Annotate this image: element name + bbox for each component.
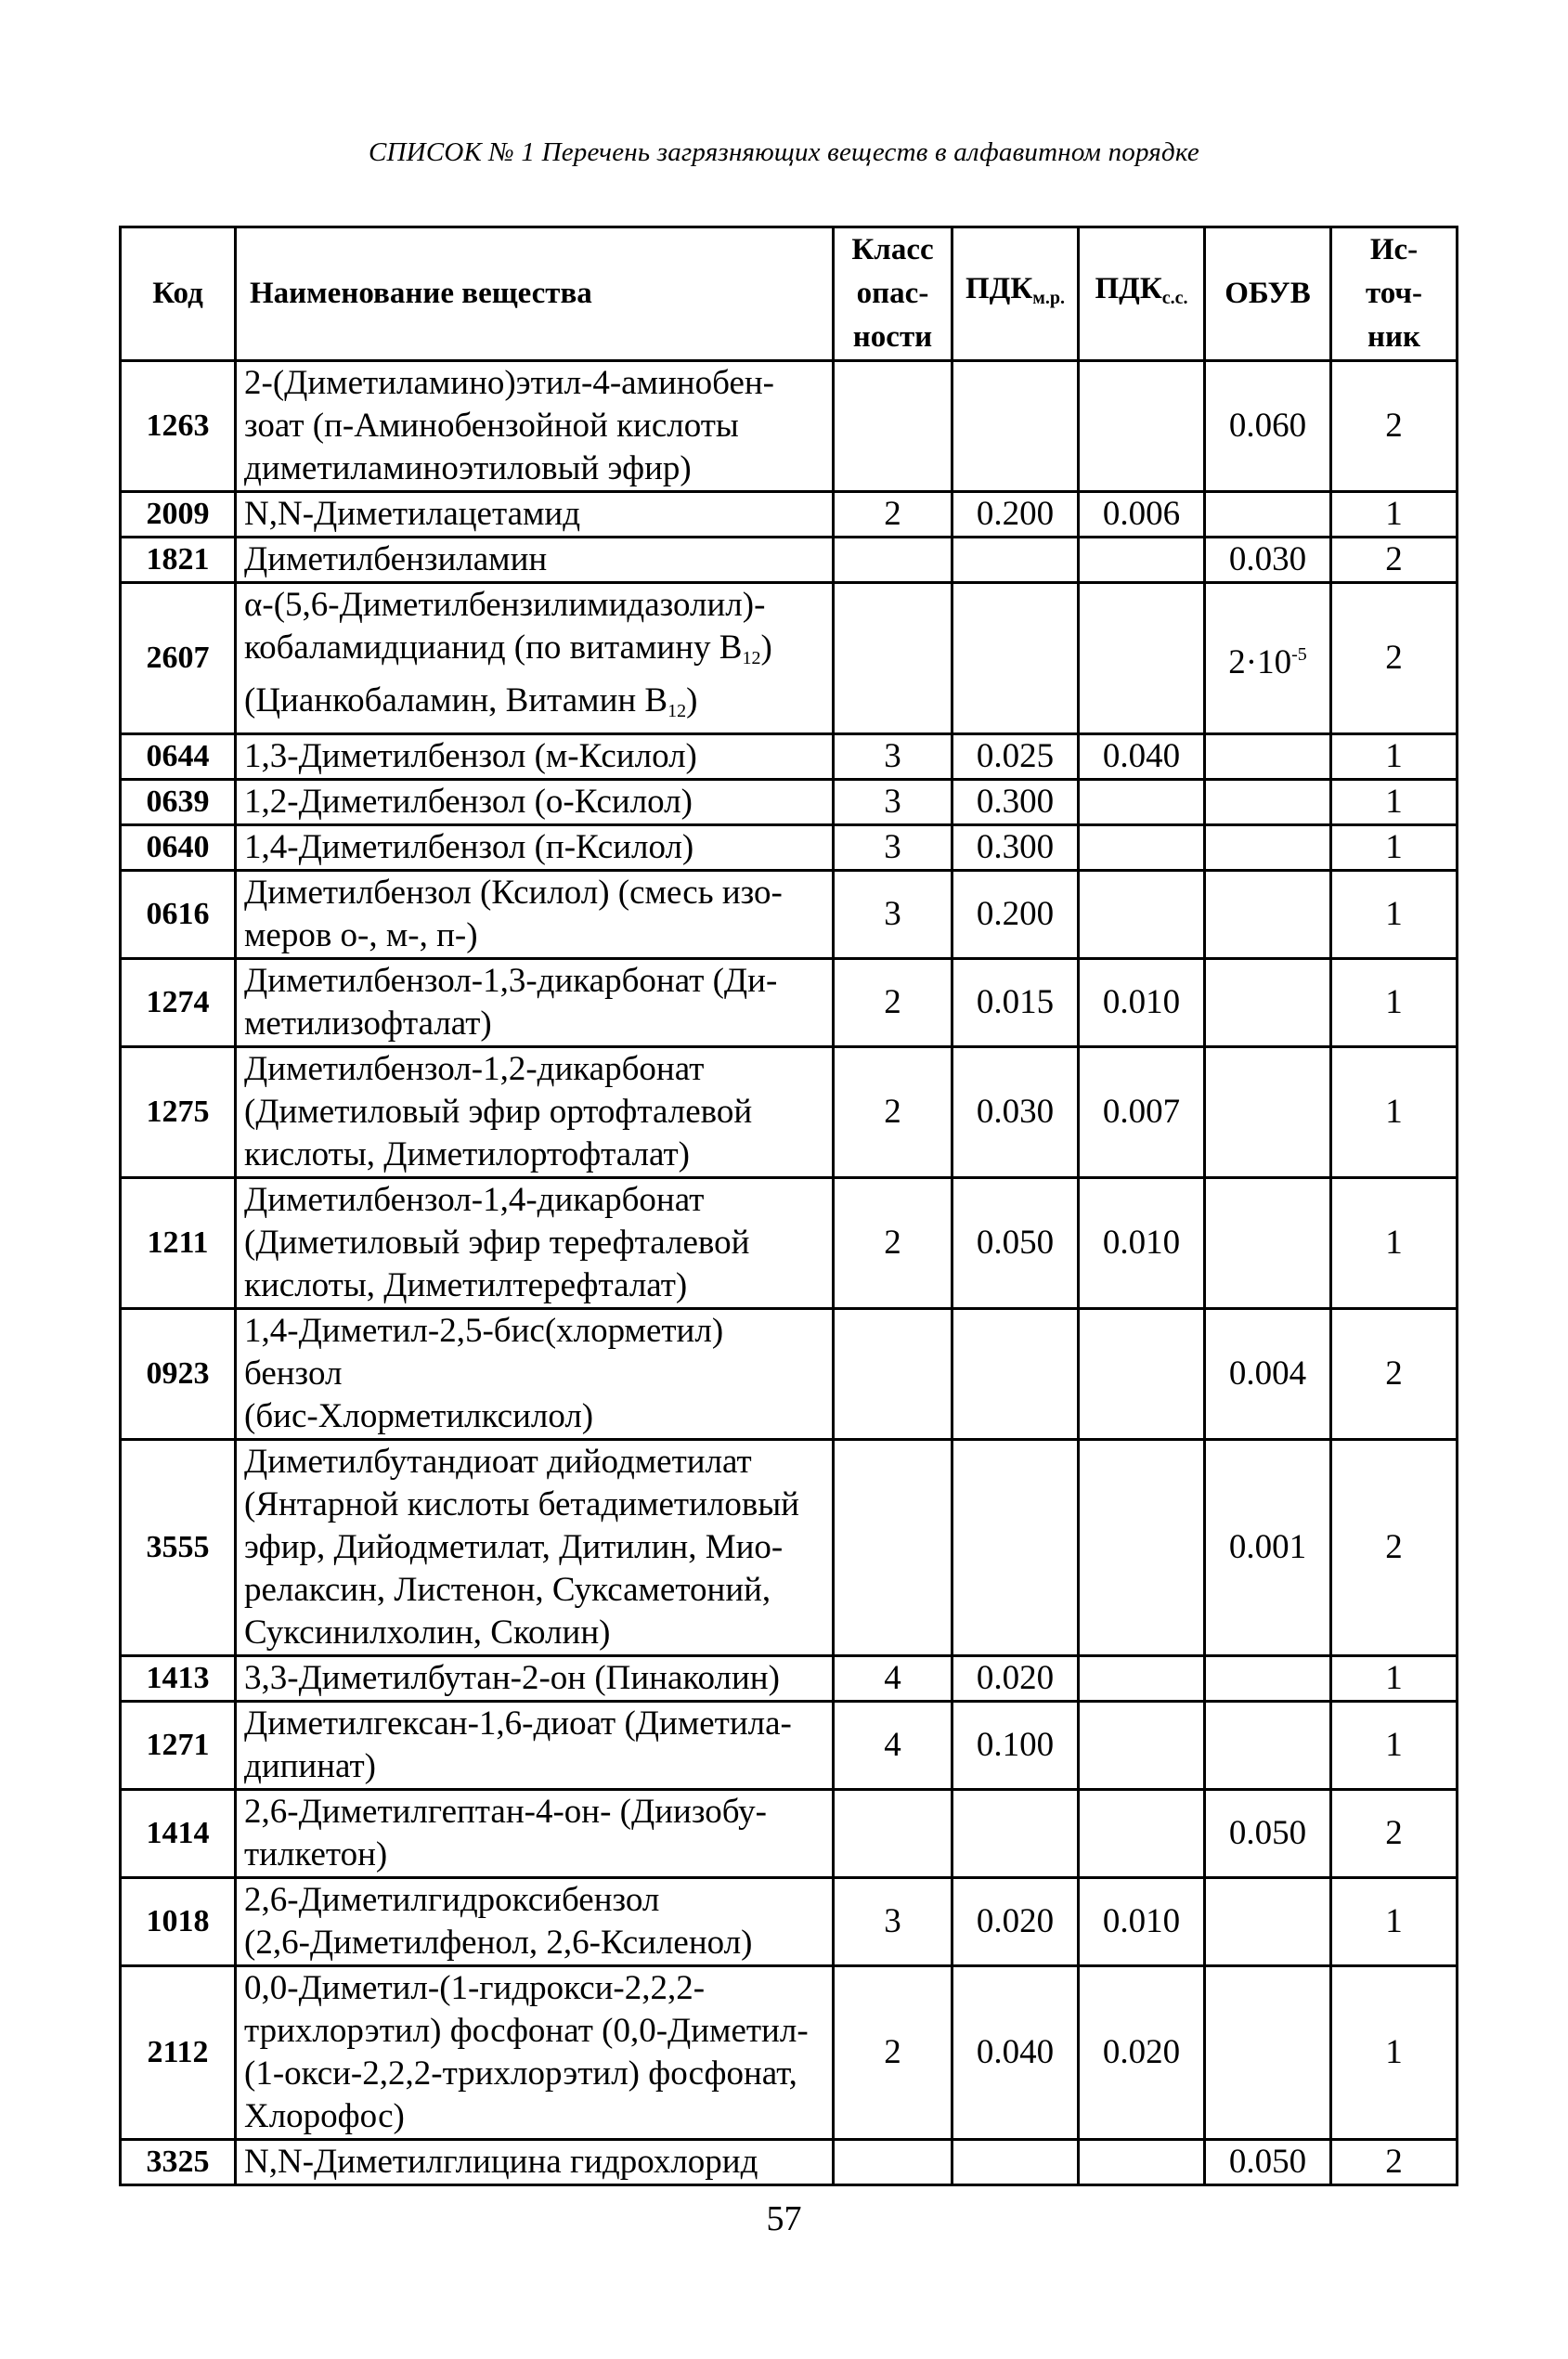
page-number: 57 [766,2199,802,2238]
table-row [121,1309,1458,1440]
table-row [121,2140,1458,2185]
cell-hazard-class [834,2140,952,2185]
cell-obuv: 0.030 [1205,538,1331,583]
col-header-pdk-ss: $ПДК_{с.с.}$ [1079,227,1205,361]
cell-pdk-ss: 0.010 [1079,959,1205,1047]
cell-name-line: 2,6-Диметилгидроксибензол [244,1881,660,1919]
cell-name-line: 1,2-Диметилбензол (о-Ксилол) [244,783,693,821]
cell-obuv: 0.050 [1205,1790,1331,1878]
cell-code: 3325 [121,2140,236,2185]
cell-name [236,538,834,583]
cell-obuv [1205,734,1331,780]
cell-pdk-ss: 0.010 [1079,1878,1205,1966]
cell-name-line: Диметилгексан-1,6-диоат (Диметила- [244,1704,792,1743]
cell-code: 1263 [121,361,236,492]
cell-source: 1 [1331,1178,1458,1309]
cell-obuv: $2\cdot 10^{-5}$ [1205,583,1331,734]
table-row [121,538,1458,583]
cell-name-line: (Цианкобаламин, Витамин $B_{12}$) [244,681,698,721]
cell-code: 1414 [121,1790,236,1878]
cell-name-line: кислоты, Диметилортофталат) [244,1135,690,1173]
cell-name [236,734,834,780]
cell-name [236,780,834,825]
cell-name [236,1309,834,1440]
cell-name-line: Суксинилхолин, Сколин) [244,1614,611,1652]
col-header-name: Наименование вещества [236,227,834,361]
col-header-obuv: ОБУВ [1205,227,1331,361]
table-row [121,361,1458,492]
cell-code: 1275 [121,1047,236,1178]
cell-name-line: кобаламидцианид (по витамину $B_{12}$) [244,629,772,668]
cell-name [236,1656,834,1702]
cell-pdk-mr: 0.025 [952,734,1079,780]
cell-code: 2112 [121,1966,236,2140]
cell-obuv [1205,959,1331,1047]
cell-pdk-ss [1079,583,1205,734]
cell-hazard-class: 3 [834,780,952,825]
cell-hazard-class [834,583,952,734]
cell-code: 2607 [121,583,236,734]
table-row [121,1790,1458,1878]
cell-source: 1 [1331,959,1458,1047]
cell-hazard-class [834,1440,952,1656]
cell-pdk-mr: 0.200 [952,492,1079,538]
cell-source: 2 [1331,361,1458,492]
cell-pdk-mr: 0.300 [952,825,1079,871]
cell-pdk-ss: 0.006 [1079,492,1205,538]
cell-name [236,1966,834,2140]
cell-pdk-mr: 0.020 [952,1656,1079,1702]
cell-name [236,1702,834,1790]
cell-hazard-class: 2 [834,1966,952,2140]
cell-source: 2 [1331,2140,1458,2185]
table-row [121,1047,1458,1178]
cell-pdk-mr [952,583,1079,734]
cell-pdk-mr: 0.015 [952,959,1079,1047]
cell-obuv [1205,1656,1331,1702]
substances-table [119,226,1458,2186]
cell-obuv [1205,1702,1331,1790]
cell-source: 2 [1331,538,1458,583]
cell-source: 1 [1331,734,1458,780]
cell-name-line: Диметилбензол-1,2-дикарбонат [244,1050,705,1088]
cell-source: 1 [1331,780,1458,825]
cell-hazard-class [834,1790,952,1878]
cell-hazard-class: 4 [834,1656,952,1702]
table-row [121,734,1458,780]
cell-name-line: α-(5,6-Диметилбензилимидазолил)- [244,586,766,624]
cell-hazard-class [834,1309,952,1440]
cell-obuv: 0.001 [1205,1440,1331,1656]
table-row [121,1440,1458,1656]
cell-name-line: дипинат) [244,1747,376,1785]
cell-name-line: меров о-, м-, п-) [244,916,478,954]
cell-code: 0640 [121,825,236,871]
cell-source: 1 [1331,825,1458,871]
table-row [121,871,1458,959]
cell-name-line: 3,3-Диметилбутан-2-он (Пинаколин) [244,1659,780,1697]
cell-name-line: Диметилбензол-1,3-дикарбонат (Ди- [244,962,778,1000]
cell-name-line: Диметилбензол-1,4-дикарбонат [244,1181,705,1219]
table-row [121,1702,1458,1790]
col-header-hazard-class: Класс опас- ности [834,227,952,361]
cell-code: 1821 [121,538,236,583]
cell-pdk-ss [1079,2140,1205,2185]
cell-name [236,1790,834,1878]
table-body [121,361,1458,2185]
cell-name-line: диметиламиноэтиловый эфир) [244,449,692,487]
cell-pdk-mr [952,1790,1079,1878]
cell-name-line: Диметилбензиламин [244,540,548,578]
cell-pdk-mr: 0.040 [952,1966,1079,2140]
cell-pdk-mr [952,1440,1079,1656]
cell-source: 1 [1331,1878,1458,1966]
cell-pdk-ss [1079,361,1205,492]
cell-pdk-ss [1079,1440,1205,1656]
cell-name-line: (бис-Хлорметилксилол) [244,1397,594,1435]
table-row [121,492,1458,538]
cell-obuv [1205,1878,1331,1966]
cell-code: 0923 [121,1309,236,1440]
cell-pdk-ss [1079,825,1205,871]
page-header: СПИСОК № 1 Перечень загрязняющих веществ в алфавитном порядке [369,137,1199,167]
cell-name-line: (1-окси-2,2,2-трихлорэтил) фосфонат, [244,2054,797,2093]
cell-hazard-class: 2 [834,959,952,1047]
cell-hazard-class: 2 [834,1047,952,1178]
cell-name [236,2140,834,2185]
cell-name-line: Хлорофос) [244,2097,405,2135]
cell-source: 2 [1331,1790,1458,1878]
cell-name [236,1440,834,1656]
cell-name-line: кислоты, Диметилтерефталат) [244,1266,688,1304]
cell-name-line: зоат (п-Аминобензойной кислоты [244,407,739,445]
cell-source: 1 [1331,492,1458,538]
cell-pdk-ss: 0.020 [1079,1966,1205,2140]
cell-code: 1018 [121,1878,236,1966]
cell-obuv [1205,1047,1331,1178]
cell-pdk-ss [1079,1702,1205,1790]
cell-pdk-mr: 0.100 [952,1702,1079,1790]
cell-code: 1211 [121,1178,236,1309]
cell-obuv [1205,825,1331,871]
cell-code: 2009 [121,492,236,538]
table-row [121,1178,1458,1309]
cell-obuv [1205,1178,1331,1309]
table-row [121,583,1458,734]
cell-code: 1274 [121,959,236,1047]
cell-pdk-ss: 0.007 [1079,1047,1205,1178]
cell-name-line: (2,6-Диметилфенол, 2,6-Ксиленол) [244,1924,753,1962]
cell-hazard-class [834,361,952,492]
cell-name [236,825,834,871]
cell-pdk-ss [1079,780,1205,825]
col-header-pdk-mr: $ПДК_{м.р.}$ [952,227,1079,361]
cell-name [236,1178,834,1309]
cell-pdk-ss: 0.040 [1079,734,1205,780]
cell-hazard-class: 4 [834,1702,952,1790]
cell-name [236,1878,834,1966]
cell-name-line: метилизофталат) [244,1005,492,1043]
cell-pdk-ss: 0.010 [1079,1178,1205,1309]
cell-source: 2 [1331,1440,1458,1656]
cell-name-line: бензол [244,1354,343,1393]
cell-obuv [1205,492,1331,538]
cell-name-line: 1,3-Диметилбензол (м-Ксилол) [244,737,697,775]
cell-name-line: N,N-Диметилглицина гидрохлорид [244,2143,758,2181]
cell-pdk-ss [1079,1309,1205,1440]
cell-obuv: 0.050 [1205,2140,1331,2185]
table-header-row [121,227,1458,361]
cell-code: 1271 [121,1702,236,1790]
cell-name-line: трихлорэтил) фосфонат (0,0-Диметил- [244,2012,809,2050]
cell-hazard-class: 3 [834,734,952,780]
cell-source: 1 [1331,1702,1458,1790]
cell-code: 1413 [121,1656,236,1702]
cell-source: 1 [1331,1656,1458,1702]
cell-name-line: эфир, Дийодметилат, Дитилин, Мио- [244,1528,784,1566]
cell-hazard-class: 3 [834,825,952,871]
cell-name [236,361,834,492]
cell-name-line: 2,6-Диметилгептан-4-он- (Диизобу- [244,1793,767,1831]
cell-hazard-class: 3 [834,1878,952,1966]
cell-name-line: (Диметиловый эфир ортофталевой [244,1093,753,1131]
cell-name-line: 1,4-Диметилбензол (п-Ксилол) [244,828,694,866]
col-header-code: Код [121,227,236,361]
cell-pdk-mr: 0.030 [952,1047,1079,1178]
cell-name [236,583,834,734]
cell-obuv [1205,780,1331,825]
cell-hazard-class: 2 [834,492,952,538]
cell-name-line: 0,0-Диметил-(1-гидрокси-2,2,2- [244,1969,706,2007]
cell-name-line: Диметилбензол (Ксилол) (смесь изо- [244,874,783,912]
cell-pdk-mr: 0.050 [952,1178,1079,1309]
cell-obuv [1205,1966,1331,2140]
cell-pdk-mr [952,361,1079,492]
cell-name [236,1047,834,1178]
cell-code: 3555 [121,1440,236,1656]
cell-obuv: 0.004 [1205,1309,1331,1440]
cell-obuv [1205,871,1331,959]
col-header-source: Ис- точ- ник [1331,227,1458,361]
cell-pdk-mr: 0.020 [952,1878,1079,1966]
cell-hazard-class [834,538,952,583]
cell-source: 1 [1331,1966,1458,2140]
cell-name-line: (Диметиловый эфир терефталевой [244,1224,750,1262]
cell-hazard-class: 3 [834,871,952,959]
cell-name-line: N,N-Диметилацетамид [244,495,581,533]
cell-pdk-ss [1079,538,1205,583]
cell-source: 1 [1331,871,1458,959]
cell-hazard-class: 2 [834,1178,952,1309]
cell-name [236,871,834,959]
cell-pdk-ss [1079,1790,1205,1878]
cell-pdk-ss [1079,1656,1205,1702]
cell-source: 1 [1331,1047,1458,1178]
cell-name [236,959,834,1047]
table-row [121,1966,1458,2140]
cell-name-line: (Янтарной кислоты бетадиметиловый [244,1485,799,1523]
cell-obuv: 0.060 [1205,361,1331,492]
cell-pdk-mr [952,538,1079,583]
table-row [121,780,1458,825]
cell-pdk-ss [1079,871,1205,959]
cell-pdk-mr [952,2140,1079,2185]
cell-pdk-mr [952,1309,1079,1440]
cell-name-line: Диметилбутандиоат дийодметилат [244,1443,752,1481]
cell-code: 0639 [121,780,236,825]
table-row [121,959,1458,1047]
cell-code: 0644 [121,734,236,780]
table-row [121,825,1458,871]
table-row [121,1656,1458,1702]
cell-name-line: релаксин, Листенон, Суксаметоний, [244,1571,771,1609]
cell-name-line: тилкетон) [244,1835,388,1873]
table-row [121,1878,1458,1966]
cell-pdk-mr: 0.300 [952,780,1079,825]
cell-name-line: 1,4-Диметил-2,5-бис(хлорметил) [244,1312,724,1350]
cell-source: 2 [1331,1309,1458,1440]
cell-name-line: 2-(Диметиламино)этил-4-аминобен- [244,364,774,402]
cell-name [236,492,834,538]
cell-pdk-mr: 0.200 [952,871,1079,959]
cell-source: 2 [1331,583,1458,734]
cell-code: 0616 [121,871,236,959]
